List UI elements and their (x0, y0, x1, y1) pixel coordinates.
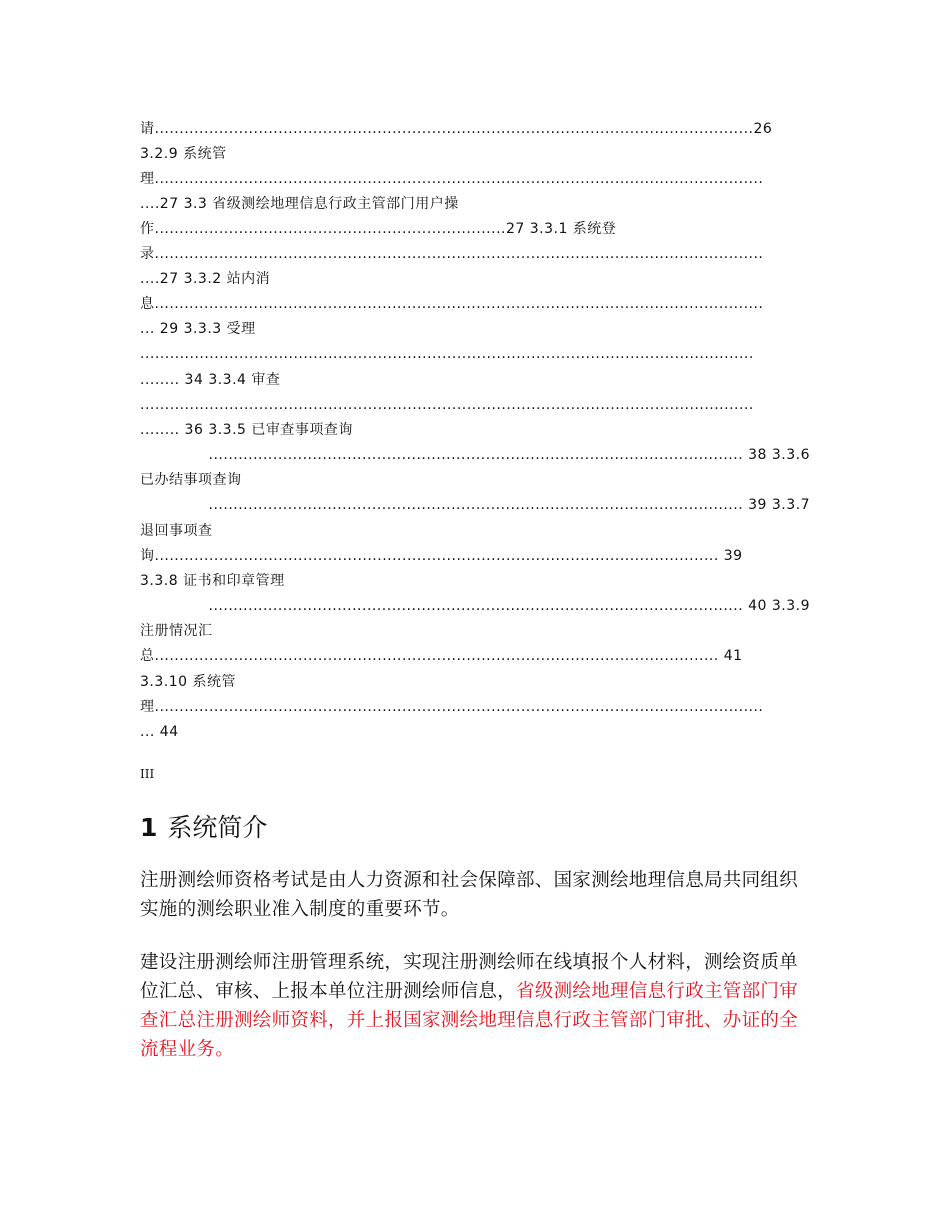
toc-line[interactable]: 理........................................................................................................................... (140, 699, 764, 715)
toc-line[interactable]: 注册情况汇 (140, 623, 213, 639)
toc-line[interactable]: 理........................................................................................................................... (140, 171, 764, 187)
toc-line[interactable]: ........ 34 3.3.4 审查 (140, 372, 281, 388)
toc-line[interactable]: 请.........................................................................................................................26 (140, 121, 773, 137)
toc-line[interactable]: 录........................................................................................................................... (140, 246, 764, 262)
page-number: III (140, 767, 155, 781)
toc-line[interactable]: ............................................................................................................ 39 3.3.7 (208, 497, 810, 513)
toc-line[interactable]: 询.................................................................................................................. 39 (140, 548, 743, 564)
toc-line[interactable]: ....27 3.3 省级测绘地理信息行政主管部门用户操 (140, 196, 459, 212)
system-paragraph (140, 948, 812, 1064)
section-heading (140, 812, 267, 844)
toc-line[interactable]: 3.2.9 系统管 (140, 146, 227, 162)
toc-line[interactable]: ........ 36 3.3.5 已审查事项查询 (140, 422, 353, 438)
highlighted-text: 省级测绘地理信息行政主管部门审查汇总注册测绘师资料，并上报国家测绘地理信息行政主管部门审批、办证的全流程业务。 (140, 981, 799, 1060)
toc-line[interactable]: ............................................................................................................................ (140, 346, 754, 362)
toc-line[interactable]: 总.................................................................................................................. 41 (140, 648, 743, 664)
intro-paragraph: 注册测绘师资格考试是由人力资源和社会保障部、国家测绘地理信息局共同组织实施的测绘职业准入制度的重要环节。 (140, 870, 799, 920)
toc-line[interactable]: ............................................................................................................ 40 3.3.9 (208, 598, 810, 614)
toc-line[interactable]: ............................................................................................................ 38 3.3.6 (208, 447, 810, 463)
toc-line[interactable]: ... 44 (140, 724, 179, 740)
section-number: 1 (140, 813, 158, 842)
toc-line[interactable]: 已办结事项查询 (140, 472, 242, 488)
paragraph-text: 建设注册测绘师注册管理系统，实现注册测绘师在线填报个人材料，测绘资质单位汇总、审核、上报本单位注册测绘师信息， (140, 952, 799, 1002)
toc-line[interactable]: 作.......................................................................27 3.3.1 系统登 (140, 221, 617, 237)
toc-line[interactable]: 退回事项查 (140, 523, 213, 539)
toc-line[interactable]: 息........................................................................................................................... (140, 296, 764, 312)
toc-line[interactable]: 3.3.8 证书和印章管理 (140, 573, 285, 589)
toc-line[interactable]: 3.3.10 系统管 (140, 674, 236, 690)
section-title: 系统简介 (167, 813, 268, 842)
toc-line[interactable]: ....27 3.3.2 站内消 (140, 271, 271, 287)
toc-line[interactable]: ............................................................................................................................ (140, 397, 754, 413)
toc-line[interactable]: ... 29 3.3.3 受理 (140, 321, 256, 337)
